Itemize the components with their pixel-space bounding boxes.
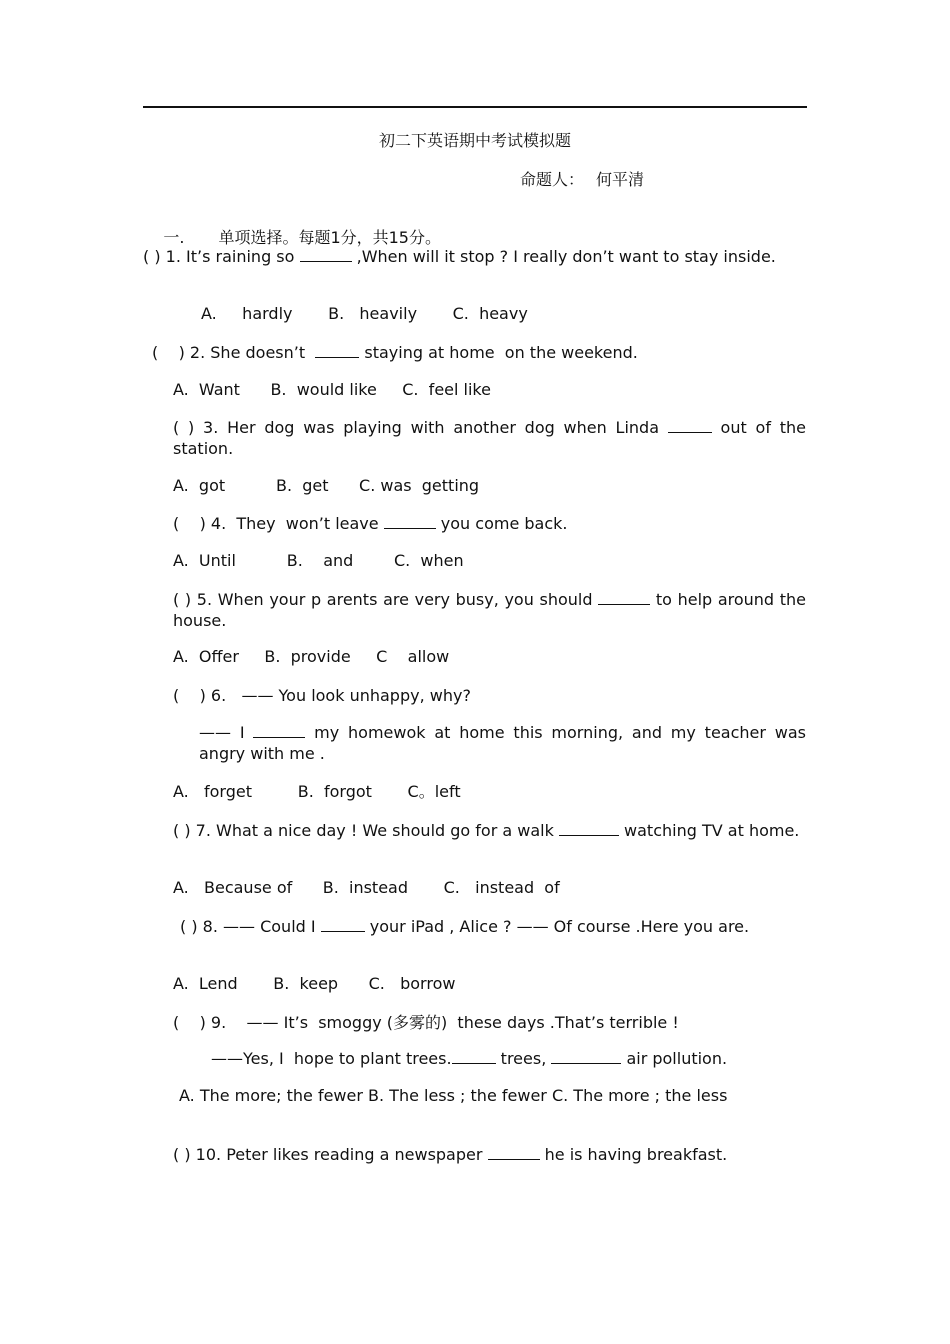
- question-5-options: A. Offer B. provide C allow: [173, 647, 450, 666]
- answer-blank: [315, 343, 359, 358]
- question-3-stem: ( ) 3. Her dog was playing with another dog when Linda: [173, 418, 668, 437]
- question-3-stem-rest: out of the station.: [173, 418, 807, 458]
- question-7: [173, 820, 806, 841]
- question-10-stem: ( ) 10. Peter likes reading a newspaper: [173, 1145, 488, 1164]
- section-number: 一.: [163, 228, 185, 247]
- question-1-stem: ( ) 1. It’s raining so: [143, 247, 300, 266]
- question-9-reply-start: ——Yes, I hope to plant trees.: [211, 1049, 452, 1068]
- question-3: [173, 417, 806, 459]
- question-1-stem-rest: ,When will it stop ? I really don’t want to stay inside.: [351, 247, 776, 266]
- question-2-stem-rest: staying at home on the weekend.: [359, 343, 638, 362]
- question-9-reply: [211, 1048, 727, 1069]
- question-2-stem: ( ) 2. She doesn’t: [152, 343, 316, 362]
- answer-blank: [300, 247, 352, 262]
- question-6: ( ) 6. —— You look unhappy, why?: [173, 686, 471, 705]
- answer-blank: [321, 917, 365, 932]
- question-6-reply: [199, 722, 806, 764]
- question-7-options: A. Because of B. instead C. instead of: [173, 878, 560, 897]
- question-10: [173, 1144, 806, 1165]
- question-1-options: A. hardly B. heavily C. heavy: [201, 304, 528, 323]
- question-2-options: A. Want B. would like C. feel like: [173, 380, 491, 399]
- answer-blank: [598, 590, 650, 605]
- question-4-stem: ( ) 4. They won’t leave: [173, 514, 384, 533]
- question-5-stem: ( ) 5. When your p arents are very busy, you should: [173, 590, 599, 609]
- question-7-stem-rest: watching TV at home.: [618, 821, 800, 840]
- question-3-options: A. got B. get C. was getting: [173, 476, 480, 495]
- question-9-options: A. The more; the fewer B. The less ; the fewer C. The more ; the less: [179, 1086, 728, 1105]
- question-1: [143, 246, 806, 267]
- author-label: 命题人：: [520, 170, 585, 189]
- question-6-reply-rest: my homewok at home this morning, and my teacher was angry with me .: [199, 723, 807, 763]
- answer-blank: [384, 514, 436, 529]
- top-rule: [143, 106, 807, 108]
- question-6-reply-start: —— I: [199, 723, 254, 742]
- question-5-stem-rest: to help around the house.: [173, 590, 807, 630]
- question-10-stem-rest: he is having breakfast.: [539, 1145, 728, 1164]
- question-4: [173, 513, 567, 534]
- question-9-reply-end: air pollution.: [621, 1049, 728, 1068]
- answer-blank: [559, 821, 619, 836]
- answer-blank: [253, 723, 305, 738]
- section-instruction: 单项选择。每题1分，共15分。: [218, 228, 441, 247]
- question-7-stem: ( ) 7. What a nice day ! We should go for a walk: [173, 821, 559, 840]
- question-8-stem-rest: your iPad , Alice ? —— Of course .Here you are.: [364, 917, 750, 936]
- exam-title: 初二下英语期中考试模拟题: [378, 131, 571, 150]
- answer-blank: [452, 1049, 496, 1064]
- answer-blank: [551, 1049, 621, 1064]
- question-6-options: A. forget B. forgot C。left: [173, 782, 461, 801]
- question-8-stem: ( ) 8. —— Could I: [180, 917, 321, 936]
- question-9-reply-mid: trees,: [495, 1049, 552, 1068]
- question-8: [143, 916, 806, 937]
- question-5: [173, 589, 806, 631]
- question-2: [152, 342, 638, 363]
- question-8-options: A. Lend B. keep C. borrow: [173, 974, 456, 993]
- author-name: 何平清: [596, 170, 645, 189]
- question-4-options: A. Until B. and C. when: [173, 551, 464, 570]
- question-9: ( ) 9. —— It’s smoggy (多雾的) these days .That’s terrible !: [173, 1013, 679, 1032]
- answer-blank: [488, 1145, 540, 1160]
- author-line: [520, 167, 644, 190]
- answer-blank: [668, 418, 712, 433]
- question-4-stem-rest: you come back.: [435, 514, 568, 533]
